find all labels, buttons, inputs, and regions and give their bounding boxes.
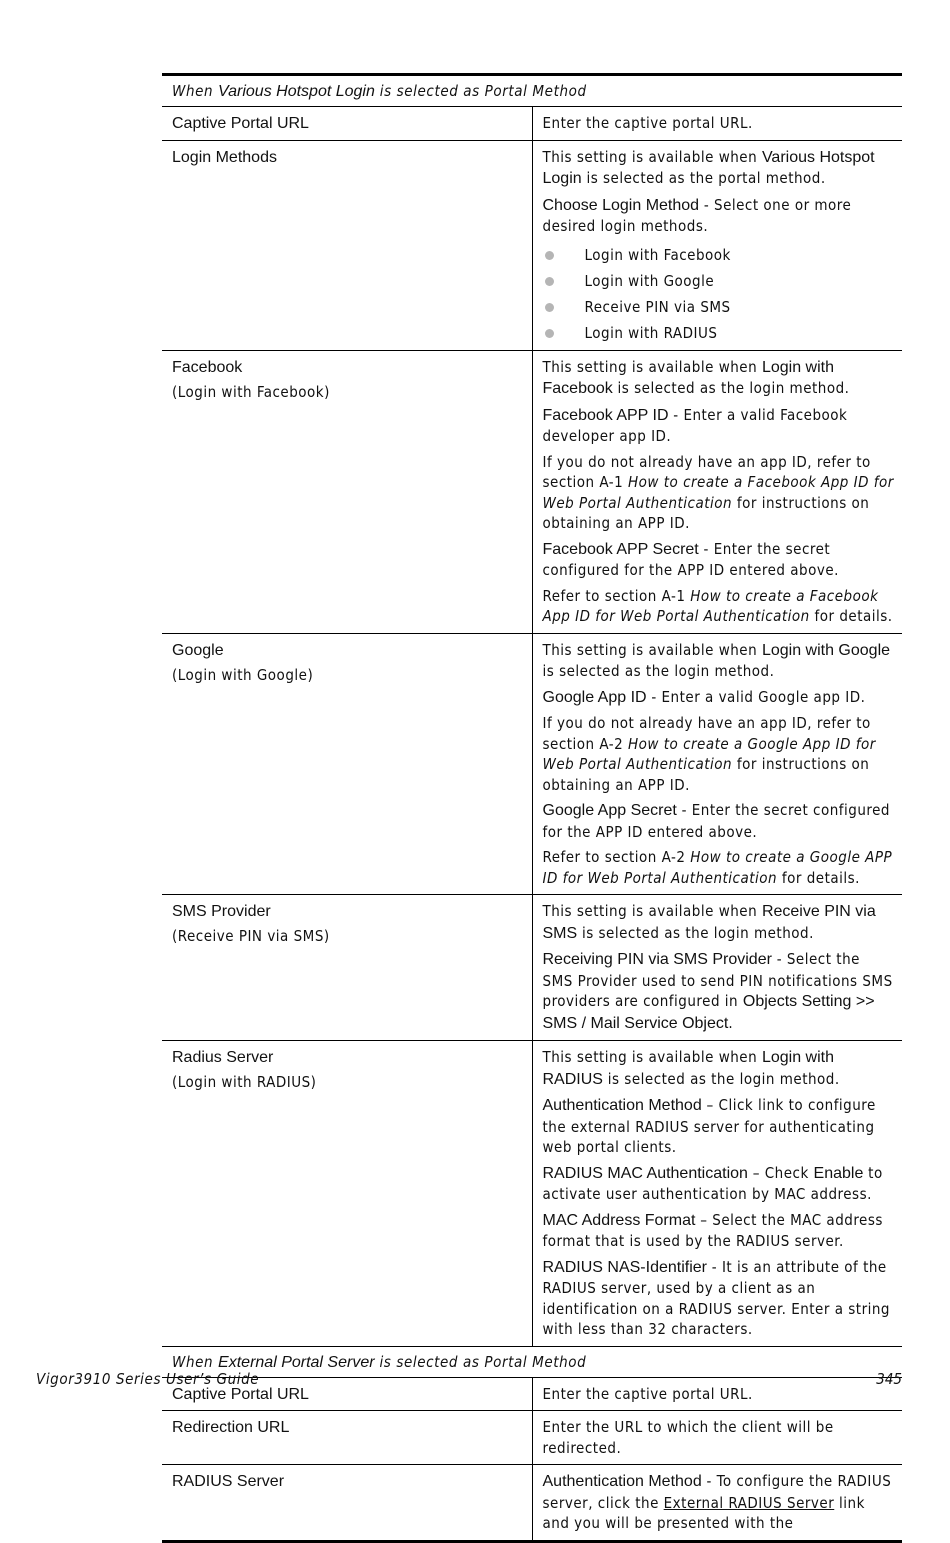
label-sms-sub: (Receive PIN via SMS): [172, 927, 330, 945]
row-redirection-url: Redirection URL Enter the URL to which the client will be redirected.: [162, 1411, 902, 1465]
label-google: Google: [172, 641, 224, 659]
row-login-methods: Login Methods This setting is available when Various Hotspot Login is selected as the portal method. Choose Login Method - Select one or more desired login methods. Login with Facebook Login with Google Receive PIN via SMS Login with RADIUS: [162, 140, 902, 350]
label-radius-server-2: RADIUS Server: [172, 1473, 285, 1490]
label-facebook-sub: (Login with Facebook): [172, 382, 330, 401]
footer-guide-title: Vigor3910 Series User’s Guide: [36, 1370, 260, 1388]
label-facebook: Facebook: [172, 358, 243, 376]
bullet-icon: [545, 277, 554, 286]
label-radius-sub: (Login with RADIUS): [172, 1073, 317, 1091]
row-sms-provider: SMS Provider (Receive PIN via SMS) This setting is available when Receive PIN via SMS is selected as the login method. Receiving PIN via SMS Provider - Select the SMS Provider used to send PIN notifications SMS providers are configured in Objects Setting >> SMS / Mail Service Object.: [162, 895, 902, 1041]
row-captive-portal-url: Captive Portal URL Enter the captive portal URL.: [162, 107, 902, 141]
external-radius-server-link[interactable]: External RADIUS Server: [663, 1493, 835, 1512]
row-radius-server: Radius Server (Login with RADIUS) This setting is available when Login with RADIUS is selected as the login method. Authentication Method – Click link to configure the external RADIUS server for authenticating web portal clients. RADIUS MAC Authentication – Check Enable to activate user authentication by MAC address. MAC Address Format – Select the MAC address format that is used by the RADIUS server. RADIUS NAS-Identifier - It is an attribute of the RADIUS server, used by a client as an identification on a RADIUS server. Enter a string with less than 32 characters.: [162, 1041, 902, 1347]
banner-external-portal: When External Portal Server is selected as Portal Method: [162, 1346, 902, 1377]
list-item: Login with Google: [543, 268, 895, 294]
label-radius-server: Radius Server: [172, 1049, 274, 1066]
label-captive-portal-url-2: Captive Portal URL: [172, 1385, 309, 1403]
row-captive-portal-url-2: Captive Portal URL Enter the captive portal URL.: [162, 1377, 902, 1411]
list-item: Login with Facebook: [543, 242, 895, 268]
list-item: Receive PIN via SMS: [543, 294, 895, 320]
login-methods-list: [543, 242, 895, 346]
row-radius-server-2: RADIUS Server Authentication Method - To configure the RADIUS server, click the External RADIUS Server link and you will be presented with the: [162, 1465, 902, 1542]
banner-various-hotspot: When Various Hotspot Login is selected as Portal Method: [162, 75, 902, 107]
list-item: Login with RADIUS: [543, 320, 895, 346]
settings-table: [162, 73, 902, 1543]
label-google-sub: (Login with Google): [172, 665, 314, 684]
bullet-icon: [545, 303, 554, 312]
bullet-icon: [545, 251, 554, 260]
row-facebook: Facebook (Login with Facebook) This setting is available when Login with Facebook is selected as the login method. Facebook APP ID - Enter a valid Facebook developer app ID. If you do not already have an app ID, refer to section A-1 How to create a Facebook App ID for Web Portal Authentication for instructions on obtaining an APP ID. Facebook APP Secret - Enter the secret configured for the APP ID entered above. Refer to section A-1 How to create a Facebook App ID for Web Portal Authentication for details.: [162, 350, 902, 633]
label-captive-portal-url: Captive Portal URL: [172, 115, 309, 132]
label-sms-provider: SMS Provider: [172, 903, 271, 920]
label-login-methods: Login Methods: [172, 148, 277, 166]
bullet-icon: [545, 329, 554, 338]
footer-page-number: 345: [876, 1370, 902, 1388]
row-google: Google (Login with Google) This setting is available when Login with Google is selected as the login method. Google App ID - Enter a valid Google app ID. If you do not already have an app ID, refer to section A-2 How to create a Google App ID for Web Portal Authentication for instructions on obtaining an APP ID. Google App Secret - Enter the secret configured for the APP ID entered above. Refer to section A-2 How to create a Google APP ID for Web Portal Authentication for details.: [162, 633, 902, 895]
label-redirection-url: Redirection URL: [172, 1419, 290, 1436]
